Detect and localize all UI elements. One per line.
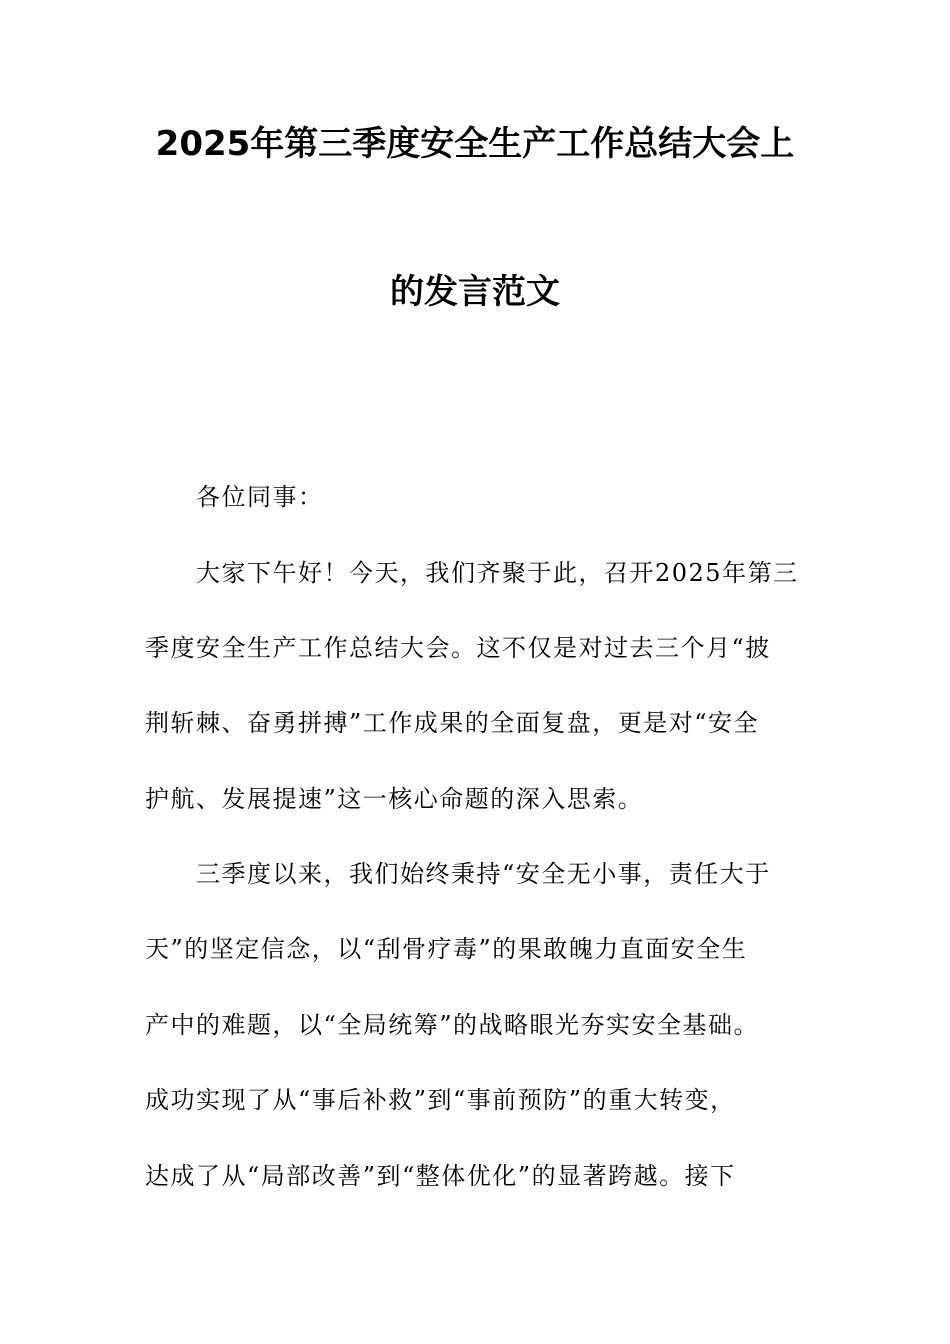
body-line: 荆斩棘、奋勇拼搏”工作成果的全面复盘，更是对“安全 [145,709,760,737]
body-line: 达成了从“局部改善”到“整体优化”的显著跨越。接下 [145,1162,736,1190]
body-line: 护航、发展提速”这一核心命题的深入思索。 [145,785,644,813]
document-title-line-2: 的发言范文 [390,272,560,312]
body-line: 天”的坚定信念，以“刮骨疗毒”的果敢魄力直面安全生 [145,935,748,963]
body-line: 季度安全生产工作总结大会。这不仅是对过去三个月“披 [145,634,771,662]
body-line: 产中的难题，以“全局统筹”的战略眼光夯实安全基础。 [145,1011,760,1039]
body-line: 成功实现了从“事后补救”到“事前预防”的重大转变， [145,1086,736,1114]
salutation: 各位同事： [196,483,324,511]
document-title-line-1: 2025年第三季度安全生产工作总结大会上 [155,124,795,164]
body-line: 三季度以来，我们始终秉持“安全无小事，责任大于 [196,860,771,888]
body-line: 大家下午好！今天，我们齐聚于此，召开2025年第三 [196,559,799,587]
